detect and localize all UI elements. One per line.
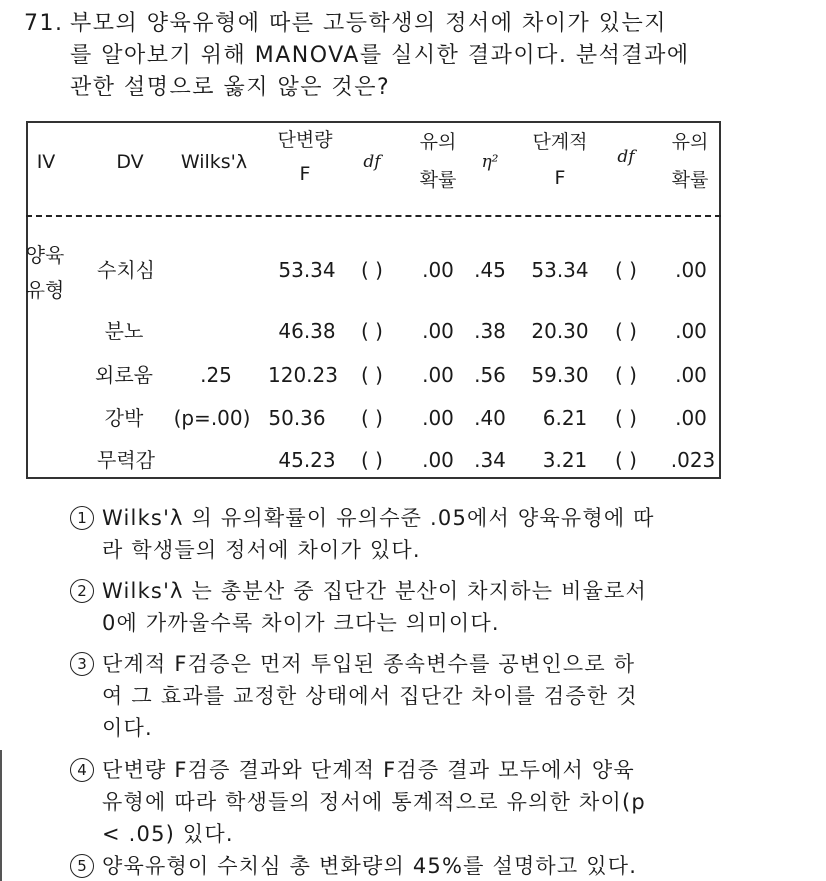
option-2-line-2: 0에 가까울수록 차이가 크다는 의미이다. (102, 611, 500, 635)
eta-cell: .45 (474, 258, 506, 282)
sig-cell: .00 (422, 319, 454, 343)
wilks-lambda-value: .25 (200, 363, 232, 387)
sig-cell: .00 (422, 448, 454, 472)
option-3-line-3: 이다. (102, 716, 153, 740)
option-4-line-2: 유형에 따라 학생들의 정서에 통계적으로 유의한 차이(p (102, 790, 646, 814)
option-4-line-3: < .05) 있다. (102, 822, 234, 846)
stepdown-f-cell: 20.30 (531, 319, 589, 343)
eta-cell: .56 (474, 363, 506, 387)
header-eta-squared: η² (481, 152, 499, 172)
univariate-f-cell: 50.36 (268, 406, 326, 430)
option-marker-5: 5 (70, 854, 94, 878)
option-3-line-1: 단계적 F검증은 먼저 투입된 종속변수를 공변인으로 하 (102, 652, 636, 676)
wilks-lambda-p: (p=.00) (173, 406, 251, 430)
df-blank-cell: ( ) (361, 319, 383, 343)
header-sig-1-bottom: 확률 (419, 169, 457, 191)
option-1-line-1: Wilks'λ 의 유의확률이 유의수준 .05에서 양육유형에 따 (102, 506, 655, 530)
header-stepdown-f-top: 단계적 (532, 131, 588, 153)
dv-cell: 수치심 (97, 258, 155, 282)
header-dv: DV (116, 151, 144, 173)
sig-cell: .00 (422, 363, 454, 387)
df-blank-cell: ( ) (361, 448, 383, 472)
question-line-3: 관한 설명으로 옳지 않은 것은? (70, 75, 391, 100)
header-df-1: df (363, 152, 381, 172)
dv-cell: 강박 (104, 406, 144, 430)
univariate-f-cell: 120.23 (268, 363, 338, 387)
univariate-f-cell: 46.38 (278, 319, 336, 343)
eta-cell: .38 (474, 319, 506, 343)
option-5-line-1: 양육유형이 수치심 총 변화량의 45%를 설명하고 있다. (102, 854, 638, 878)
sig-cell: .00 (422, 406, 454, 430)
df-blank-cell: ( ) (615, 406, 637, 430)
df-blank-cell: ( ) (361, 258, 383, 282)
dv-cell: 외로움 (95, 363, 153, 387)
option-1-line-2: 라 학생들의 정서에 차이가 있다. (102, 538, 421, 562)
header-univariate-f-bottom: F (299, 163, 311, 185)
sig-cell: .00 (675, 406, 707, 430)
option-3-line-2: 여 그 효과를 교정한 상태에서 집단간 차이를 검증한 것 (102, 684, 638, 708)
stepdown-f-cell: 6.21 (542, 406, 588, 430)
option-marker-3: 3 (70, 652, 94, 676)
sig-cell: .00 (675, 258, 707, 282)
df-blank-cell: ( ) (361, 406, 383, 430)
header-iv: IV (36, 151, 56, 173)
header-sig-2-top: 유의 (671, 131, 709, 153)
header-univariate-f-top: 단변량 (277, 129, 333, 151)
df-blank-cell: ( ) (615, 319, 637, 343)
sig-cell: .023 (670, 448, 716, 472)
dv-cell: 분노 (104, 319, 144, 343)
df-blank-cell: ( ) (615, 363, 637, 387)
iv-label-top: 양육 (25, 243, 65, 267)
sig-cell: .00 (675, 363, 707, 387)
option-marker-2: 2 (70, 579, 94, 603)
header-dashed-divider (26, 215, 721, 217)
df-blank-cell: ( ) (615, 448, 637, 472)
dv-cell: 무력감 (97, 448, 155, 472)
header-stepdown-f-bottom: F (554, 167, 566, 189)
eta-cell: .40 (474, 406, 506, 430)
header-sig-2-bottom: 확률 (671, 169, 709, 191)
stepdown-f-cell: 53.34 (531, 258, 589, 282)
df-blank-cell: ( ) (615, 258, 637, 282)
question-line-2: 를 알아보기 위해 MANOVA를 실시한 결과이다. 분석결과에 (70, 43, 690, 68)
option-marker-4: 4 (70, 758, 94, 782)
sig-cell: .00 (422, 258, 454, 282)
option-4-line-1: 단변량 F검증 결과와 단계적 F검증 결과 모두에서 양육 (102, 758, 635, 782)
iv-label-bottom: 유형 (25, 278, 65, 302)
df-blank-cell: ( ) (361, 363, 383, 387)
stepdown-f-cell: 3.21 (542, 448, 588, 472)
eta-cell: .34 (474, 448, 506, 472)
univariate-f-cell: 45.23 (278, 448, 336, 472)
question-line-1: 부모의 양육유형에 따른 고등학생의 정서에 차이가 있는지 (70, 11, 668, 36)
header-wilks: Wilks'λ (180, 151, 248, 173)
stepdown-f-cell: 59.30 (531, 363, 589, 387)
header-sig-1-top: 유의 (419, 131, 457, 153)
sig-cell: .00 (675, 319, 707, 343)
univariate-f-cell: 53.34 (278, 258, 336, 282)
question-number: 71. (24, 11, 64, 36)
header-df-2: df (617, 147, 635, 167)
option-2-line-1: Wilks'λ 는 총분산 중 집단간 분산이 차지하는 비율로서 (102, 579, 648, 603)
left-edge-rule (0, 750, 2, 881)
option-marker-1: 1 (70, 506, 94, 530)
